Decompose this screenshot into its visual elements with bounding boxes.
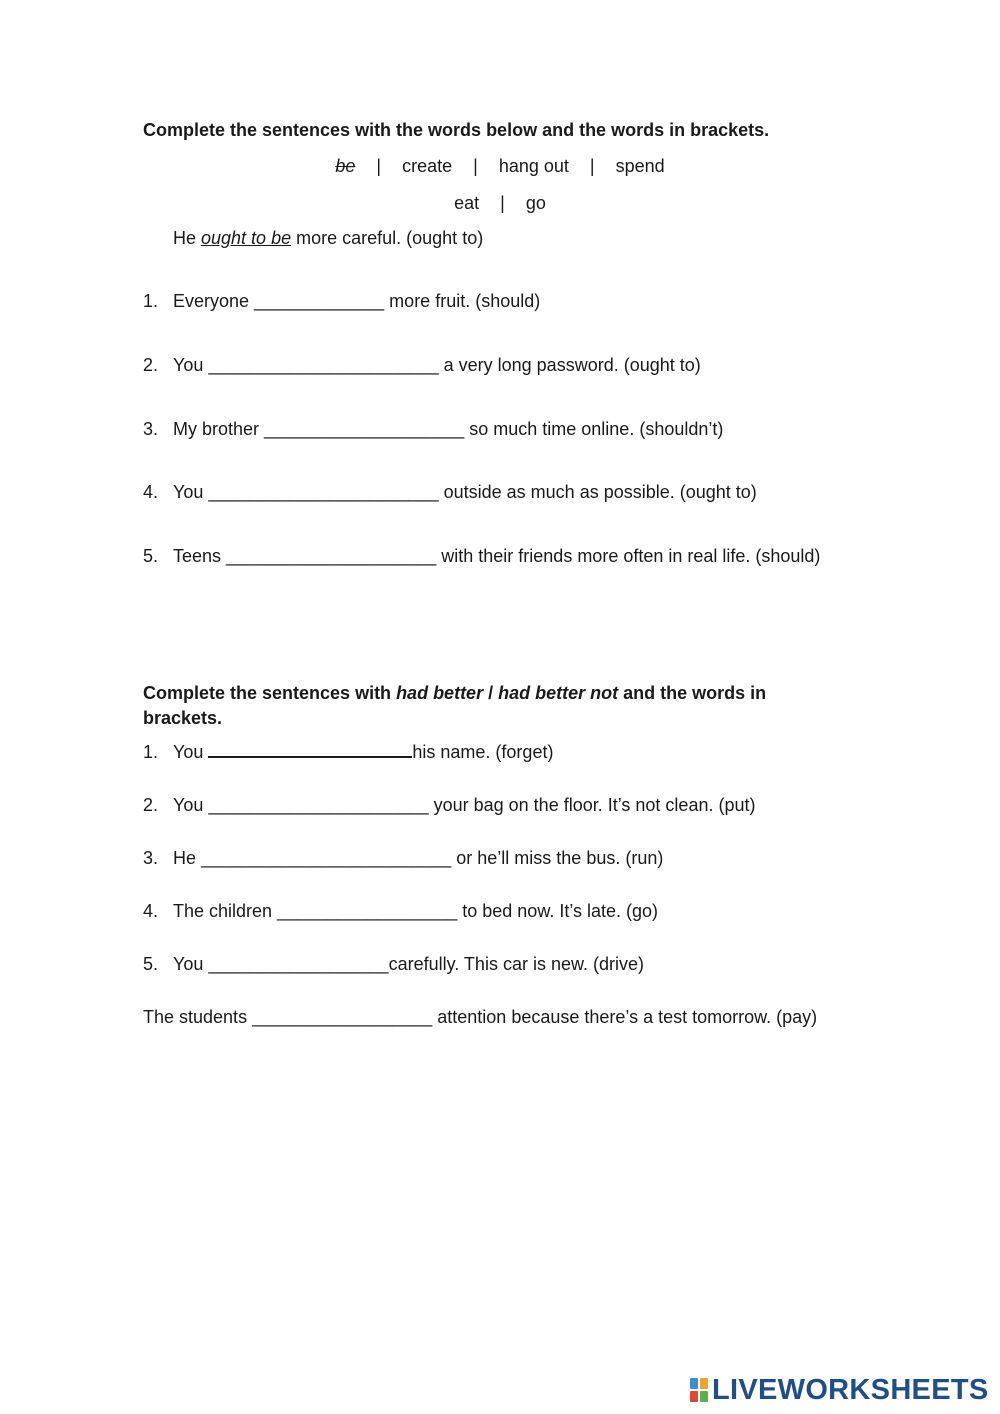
section2-item-3[interactable] — [143, 848, 663, 869]
item-text: He _________________________ or he’ll miss the bus. (run) — [173, 848, 664, 868]
item-number: 1. — [143, 291, 159, 311]
example-before: He — [173, 228, 202, 248]
logo-square — [700, 1378, 708, 1389]
item-text: You _______________________ outside as much as possible. (ought to) — [173, 482, 757, 502]
word-be: be — [335, 156, 356, 176]
item-number: 2. — [143, 355, 159, 375]
example-answer: ought to be — [201, 228, 292, 248]
word-go: go — [525, 193, 546, 213]
separator: | — [500, 193, 505, 213]
section1-item-2[interactable] — [143, 355, 701, 376]
item-number: 3. — [143, 848, 159, 868]
logo-square — [690, 1378, 698, 1389]
section2-instruction-line2: brackets. — [143, 708, 223, 728]
item-text: Teens _____________________ with their friends more often in real life. (should) — [173, 546, 821, 566]
item-text: The children __________________ to bed now. It’s late. (go) — [173, 901, 659, 921]
word-hang-out: hang out — [498, 156, 569, 176]
word-spend: spend — [615, 156, 665, 176]
item-number: 5. — [143, 546, 159, 566]
word-create: create — [402, 156, 453, 176]
item-text: You __________________carefully. This car is new. (drive) — [173, 954, 644, 974]
section2-item-4[interactable] — [143, 901, 658, 922]
separator: | — [589, 156, 595, 176]
example-sentence — [173, 228, 483, 249]
item-text: You ______________________ your bag on the floor. It’s not clean. (put) — [173, 795, 756, 815]
section2-instruction — [143, 683, 766, 704]
instruction-part3: and the words in — [618, 683, 767, 703]
section2-item-2[interactable] — [143, 795, 755, 816]
word-bank-row1 — [0, 156, 1000, 177]
instruction-em1: had better — [396, 683, 484, 703]
logo-text: LIVEWORKSHEETS — [712, 1373, 989, 1406]
liveworksheets-logo[interactable] — [690, 1372, 989, 1408]
section1-item-5[interactable] — [143, 546, 820, 567]
item-number: 4. — [143, 901, 159, 921]
item-number: 3. — [143, 419, 159, 439]
item-text: My brother ____________________ so much time online. (shouldn’t) — [173, 419, 724, 439]
item-before: You — [173, 742, 209, 762]
separator: | — [376, 156, 382, 176]
section2-last-line[interactable]: The students __________________ attention because there’s a test tomorrow. (pay) — [143, 1007, 818, 1027]
section1-item-4[interactable] — [143, 482, 757, 503]
item-text: Everyone _____________ more fruit. (should) — [173, 291, 541, 311]
item-number: 4. — [143, 482, 159, 502]
answer-blank[interactable] — [208, 742, 412, 758]
logo-mark-icon — [690, 1378, 708, 1402]
instruction-part2: / — [483, 683, 499, 703]
instruction-part1: Complete the sentences with — [143, 683, 397, 703]
section2-item-1[interactable] — [143, 742, 553, 763]
instruction-em2: had better not — [498, 683, 619, 703]
item-number: 2. — [143, 795, 159, 815]
word-eat: eat — [454, 193, 480, 213]
example-after: more careful. (ought to) — [291, 228, 484, 248]
section1-item-3[interactable] — [143, 419, 723, 440]
item-number: 5. — [143, 954, 159, 974]
item-after: his name. (forget) — [412, 742, 554, 762]
separator: | — [473, 156, 478, 176]
section1-instruction: Complete the sentences with the words below and the words in brackets. — [143, 120, 770, 140]
logo-square — [700, 1391, 708, 1402]
item-text: You _______________________ a very long password. (ought to) — [173, 355, 701, 375]
section1-item-1[interactable] — [143, 291, 540, 312]
word-bank-row2 — [0, 193, 1000, 214]
item-number: 1. — [143, 742, 159, 762]
logo-square — [690, 1391, 698, 1402]
section2-item-5[interactable] — [143, 954, 644, 975]
